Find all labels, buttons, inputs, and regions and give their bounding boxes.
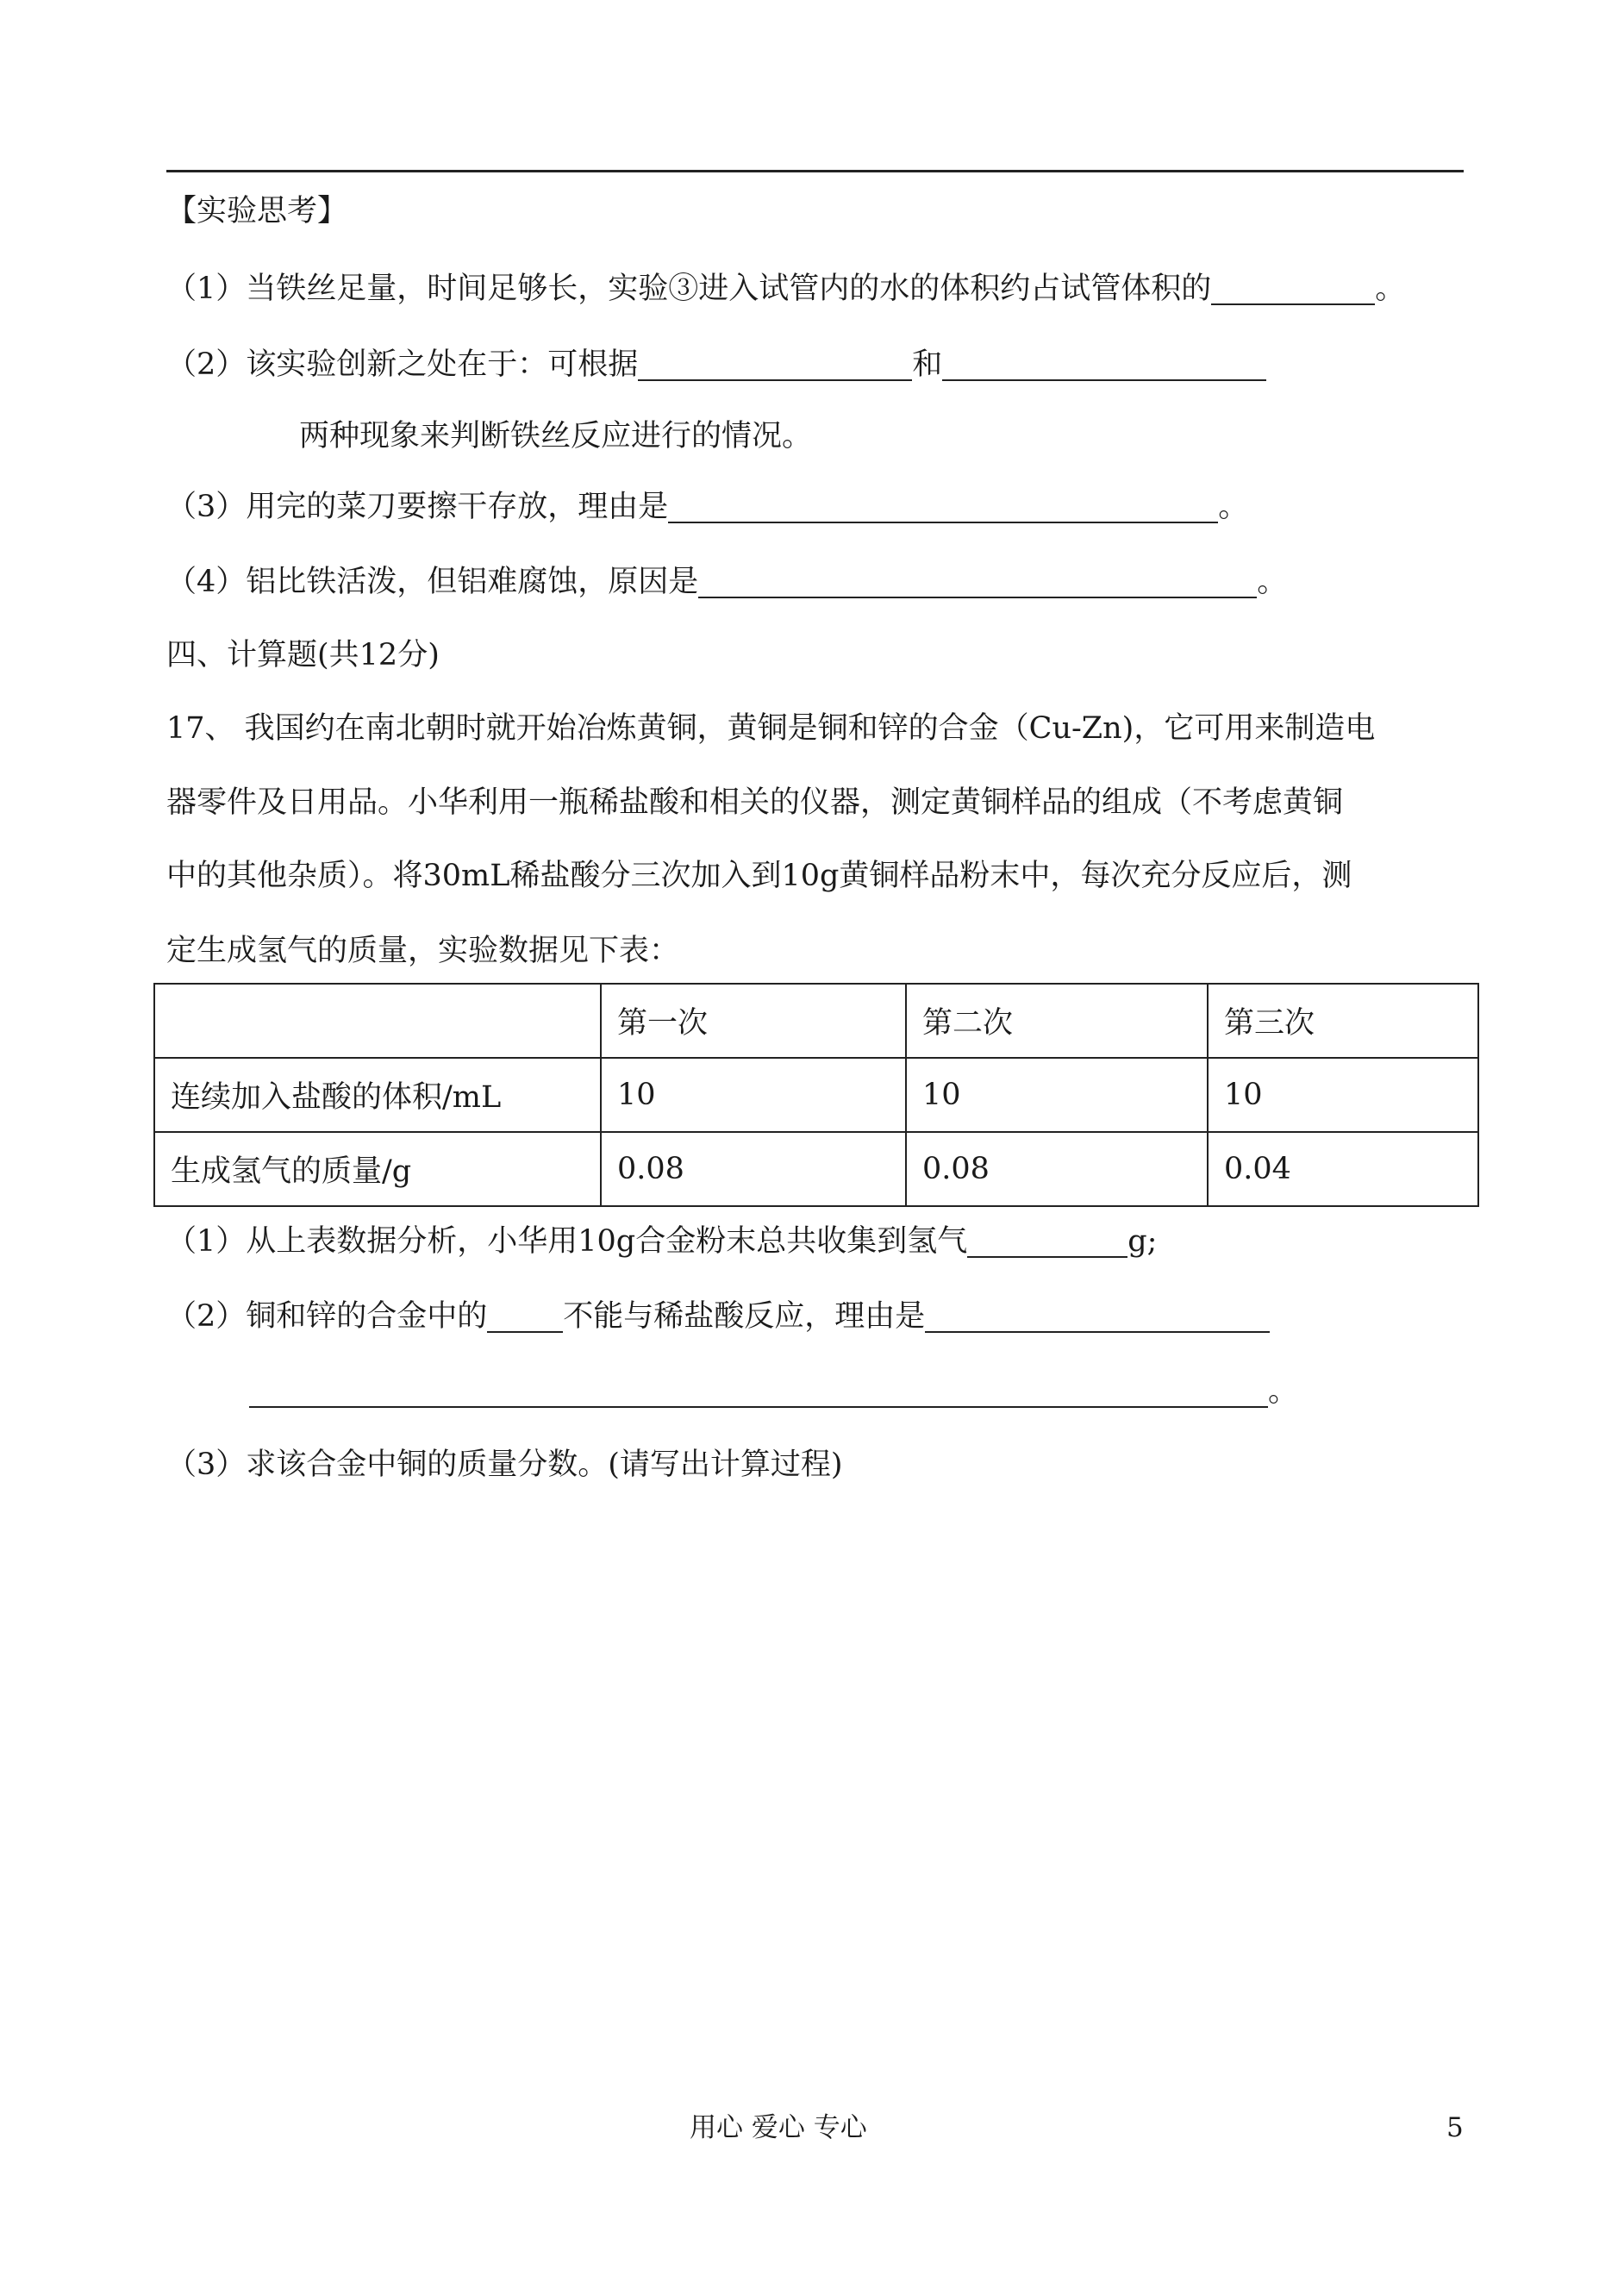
problem-17-line: 器零件及日用品。小华利用一瓶稀盐酸和相关的仪器，测定黄铜样品的组成（不考虑黄铜: [166, 785, 1344, 820]
table-cell: 第二次: [906, 984, 1208, 1058]
question-2: （2）该实验创新之处在于：可根据 和: [166, 346, 1266, 384]
table-header-row: [154, 984, 1478, 1058]
table-cell: 10: [1208, 1058, 1478, 1132]
answer-blank[interactable]: [638, 350, 912, 381]
sub-question-2: （2）铜和锌的合金中的 不能与稀盐酸反应，理由是: [166, 1298, 1270, 1335]
answer-blank[interactable]: [698, 567, 1257, 598]
question-3: （3）用完的菜刀要擦干存放，理由是 。: [166, 490, 1249, 524]
calc-section-title: 四、计算题(共12分): [166, 638, 440, 672]
question-4: （4）铝比铁活泼，但铝难腐蚀，原因是 。: [166, 565, 1288, 599]
section-heading: 【实验思考】: [166, 194, 348, 228]
answer-blank[interactable]: [668, 492, 1218, 523]
page-number: 5: [1446, 2112, 1464, 2143]
header-rule: [166, 170, 1464, 172]
problem-17-line: 定生成氢气的质量，实验数据见下表：: [166, 934, 680, 968]
table-row: [154, 1058, 1478, 1132]
table-cell: 10: [601, 1058, 906, 1132]
answer-blank[interactable]: [925, 1302, 1270, 1333]
sub-question-1: （1）从上表数据分析，小华用10g合金粉末总共收集到氢气 g;: [166, 1224, 1158, 1259]
table-cell: 连续加入盐酸的体积/mL: [154, 1058, 601, 1132]
data-table: [153, 983, 1479, 1207]
table-cell: 生成氢气的质量/g: [154, 1132, 601, 1206]
table-cell: 10: [906, 1058, 1208, 1132]
table-row: [154, 1132, 1478, 1206]
question-2-continuation: 两种现象来判断铁丝反应进行的情况。: [299, 419, 813, 453]
table-cell: [154, 984, 601, 1058]
question-1: （1）当铁丝足量，时间足够长，实验③进入试管内的水的体积约占试管体积的 。: [166, 272, 1406, 306]
answer-blank[interactable]: [942, 350, 1266, 381]
answer-blank[interactable]: [487, 1302, 563, 1333]
table-cell: 0.08: [601, 1132, 906, 1206]
footer-motto: 用心 爱心 专心: [690, 2112, 867, 2143]
table-cell: 0.08: [906, 1132, 1208, 1206]
problem-17-line: 17、 我国约在南北朝时就开始冶炼黄铜，黄铜是铜和锌的合金（Cu-Zn)，它可用来制造电: [166, 711, 1376, 746]
answer-blank[interactable]: [1211, 274, 1375, 305]
answer-blank[interactable]: [967, 1227, 1127, 1258]
problem-17-line: 中的其他杂质）。将30mL稀盐酸分三次加入到10g黄铜样品粉末中，每次充分反应后，测: [166, 859, 1352, 893]
sub-question-3: （3）求该合金中铜的质量分数。(请写出计算过程): [166, 1448, 843, 1482]
table-cell: 第三次: [1208, 984, 1478, 1058]
sub-question-2-continuation: 。: [249, 1373, 1298, 1410]
table-cell: 第一次: [601, 984, 906, 1058]
table-cell: 0.04: [1208, 1132, 1478, 1206]
answer-blank[interactable]: [249, 1377, 1268, 1408]
